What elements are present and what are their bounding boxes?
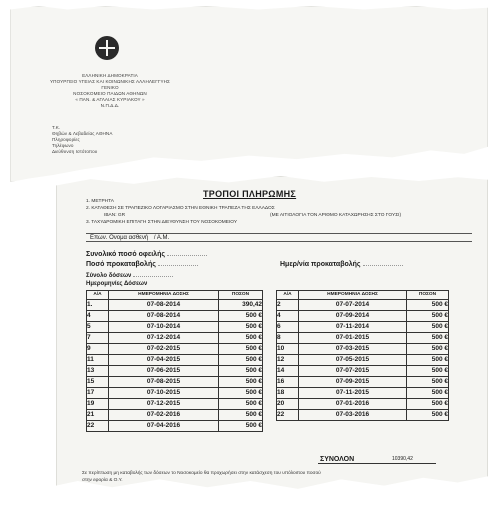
- installment-date: 07-10-2015: [109, 388, 219, 399]
- installment-date: 07-05-2015: [299, 355, 407, 366]
- installment-amount: 500 €: [407, 388, 449, 399]
- installments-table-left: [86, 290, 263, 432]
- installment-amount: 500 €: [407, 300, 449, 311]
- row-number: 22: [277, 410, 299, 421]
- installment-date: 07-02-2015: [109, 344, 219, 355]
- table-row: [277, 366, 449, 377]
- table-row: [87, 322, 263, 333]
- table-row: [87, 333, 263, 344]
- total-underline: [318, 463, 436, 464]
- installment-date: 07-03-2015: [299, 344, 407, 355]
- column-header-aa: Α/Α: [277, 291, 299, 300]
- row-number: 20: [277, 399, 299, 410]
- greek-crest-icon: [95, 36, 119, 60]
- installment-amount: 500 €: [219, 344, 263, 355]
- address-line: Θηβών & Λεβαδείας ΑΘΗΝΑ: [52, 131, 113, 136]
- installment-amount: 500 €: [219, 355, 263, 366]
- row-number: 12: [277, 355, 299, 366]
- payment-method-note: (ΜΕ ΑΙΤΙΟΛΟΓΙΑ ΤΟΝ ΑΡΙΘΜΟ ΚΑΤΑΧΩΡΗΣΗΣ ΣΤΟ ΓΟΥΣΙ): [270, 213, 402, 218]
- am-label: / Α.Μ.: [153, 235, 170, 241]
- row-number: 21: [87, 410, 109, 421]
- installment-amount: 500 €: [219, 311, 263, 322]
- installment-amount: 500 €: [407, 311, 449, 322]
- installment-amount: 500 €: [219, 421, 263, 432]
- row-number: 1.: [87, 300, 109, 311]
- row-number: 5: [87, 322, 109, 333]
- installment-amount: 500 €: [407, 322, 449, 333]
- installment-amount: 500 €: [219, 333, 263, 344]
- footnote-line: Σε περίπτωση μη καταβολής των δόσεων το Νοσοκομείο θα προχωρήσει στην κατάσχεση του υπόλοιπου ποσού: [82, 471, 321, 476]
- table-row: [277, 377, 449, 388]
- row-number: 17: [87, 388, 109, 399]
- installment-amount: 500 €: [219, 399, 263, 410]
- payment-method: 2. ΚΑΤΑΘΕΣΗ ΣΕ ΤΡΑΠΕΖΙΚΟ ΛΟΓΑΡΙΑΣΜΟ ΣΤΗΝ ΕΘΝΙΚΗ ΤΡΑΠΕΖΑ ΤΗΣ ΕΛΛΑΔΟΣ: [86, 206, 275, 211]
- installment-date: 07-08-2014: [109, 300, 219, 311]
- row-number: 6: [277, 322, 299, 333]
- table-header-row: [87, 291, 263, 300]
- installment-amount: 500 €: [219, 366, 263, 377]
- footnote-line: στην εφορία & Ο.Υ.: [82, 478, 123, 483]
- installment-amount: 500 €: [407, 366, 449, 377]
- row-number: 8: [277, 333, 299, 344]
- total-label: ΣΥΝΟΛΟΝ: [320, 456, 355, 463]
- row-number: 2: [277, 300, 299, 311]
- row-number: 22: [87, 421, 109, 432]
- row-number: 4: [277, 311, 299, 322]
- prepay-label: Ποσό προκαταβολής: [86, 260, 198, 268]
- installment-date: 07-10-2014: [109, 322, 219, 333]
- installment-date: 07-11-2015: [299, 388, 407, 399]
- installment-amount: 500 €: [219, 410, 263, 421]
- installment-date: 07-12-2015: [109, 399, 219, 410]
- column-header-aa: Α/Α: [87, 291, 109, 300]
- footnote: [82, 470, 321, 484]
- column-header-date: ΗΜΕΡΟΜΗΝΙΑ ΔΟΣΗΣ: [299, 291, 407, 300]
- row-number: 13: [87, 366, 109, 377]
- row-number: 10: [277, 344, 299, 355]
- letterhead-line: ΓΕΝΙΚΟ: [101, 85, 119, 90]
- table-row: [277, 410, 449, 421]
- table-row: [277, 388, 449, 399]
- letterhead-line: ΥΠΟΥΡΓΕΙΟ ΥΓΕΙΑΣ ΚΑΙ ΚΟΙΝΩΝΙΚΗΣ ΑΛΛΗΛΕΓΓΥΗΣ: [50, 79, 170, 84]
- row-number: 11: [87, 355, 109, 366]
- row-number: 9: [87, 344, 109, 355]
- table-row: [277, 399, 449, 410]
- installments-label: Σύνολο δόσεων: [86, 271, 173, 279]
- letterhead-line: « ΠΑΝ. & ΑΓΛΑΙΑΣ ΚΥΡΙΑΚΟΥ »: [75, 97, 145, 102]
- schedule-title: ΤΡΟΠΟΙ ΠΛΗΡΩΜΗΣ: [203, 189, 297, 199]
- row-number: 15: [87, 377, 109, 388]
- installment-amount: 500 €: [407, 344, 449, 355]
- installment-amount: 500 €: [407, 355, 449, 366]
- table-row: [87, 366, 263, 377]
- installment-date: 07-06-2015: [109, 366, 219, 377]
- row-number: 7: [87, 333, 109, 344]
- installment-amount: 500 €: [407, 377, 449, 388]
- table-row: [87, 377, 263, 388]
- installment-date: 07-08-2015: [109, 377, 219, 388]
- patient-label: Επων. Ονομα ασθενή: [90, 235, 149, 241]
- payment-method: 3. ΤΑΧΥΔΡΟΜΙΚΗ ΕΠΙΤΑΓΗ ΣΤΗΝ ΔΙΕΥΘΥΝΣΗ ΤΟΥ ΝΟΣΟΚΟΜΕΙΟΥ: [86, 220, 238, 225]
- table-row: [277, 322, 449, 333]
- installment-date: 07-04-2016: [109, 421, 219, 432]
- installment-date: 07-01-2016: [299, 399, 407, 410]
- address-line: Διεύθυνση Ιστότοπου: [52, 149, 98, 154]
- installment-date: 07-03-2016: [299, 410, 407, 421]
- installment-amount: 500 €: [407, 410, 449, 421]
- patient-row: [86, 233, 472, 242]
- table-row: [87, 300, 263, 311]
- row-number: 18: [277, 388, 299, 399]
- letterhead-line: ΕΛΛΗΝΙΚΗ ΔΗΜΟΚΡΑΤΙΑ: [82, 73, 138, 78]
- installment-date: 07-09-2014: [299, 311, 407, 322]
- address-line: Τηλέφωνο: [52, 143, 74, 148]
- table-row: [87, 344, 263, 355]
- installment-amount: 500 €: [219, 377, 263, 388]
- table-row: [277, 311, 449, 322]
- installment-date: 07-11-2014: [299, 322, 407, 333]
- iban-line: IBAN: GR: [104, 213, 126, 218]
- installment-amount: 500 €: [219, 388, 263, 399]
- installment-date: 07-02-2016: [109, 410, 219, 421]
- table-header-row: [277, 291, 449, 300]
- column-header-amount: ΠΟΣΟΝ: [219, 291, 263, 300]
- installment-amount: 500 €: [219, 322, 263, 333]
- address-line: Τ.Κ.: [52, 125, 61, 130]
- table-row: [277, 333, 449, 344]
- column-header-date: ΗΜΕΡΟΜΗΝΙΑ ΔΟΣΗΣ: [109, 291, 219, 300]
- address-line: Πληροφορίες: [52, 137, 80, 142]
- letterhead-line: ΝΟΣΟΚΟΜΕΙΟ ΠΑΙΔΩΝ ΑΘΗΝΩΝ: [73, 91, 147, 96]
- installment-dates-label: Ημερομηνίες Δόσεων: [86, 281, 148, 287]
- table-row: [87, 410, 263, 421]
- installment-date: 07-12-2014: [109, 333, 219, 344]
- total-due-label: Συνολικό ποσό οφειλής: [86, 250, 207, 258]
- table-row: [277, 300, 449, 311]
- payment-method: 1. ΜΕΤΡΗΤΑ: [86, 199, 114, 204]
- installment-amount: 390,42: [219, 300, 263, 311]
- installment-date: 07-04-2015: [109, 355, 219, 366]
- row-number: 19: [87, 399, 109, 410]
- installment-amount: 500 €: [407, 399, 449, 410]
- row-number: 16: [277, 377, 299, 388]
- installment-date: 07-07-2014: [299, 300, 407, 311]
- installment-date: 07-07-2015: [299, 366, 407, 377]
- column-header-amount: ΠΟΣΟΝ: [407, 291, 449, 300]
- table-row: [87, 421, 263, 432]
- total-value: 10390,42: [392, 456, 413, 462]
- row-number: 4: [87, 311, 109, 322]
- installment-amount: 500 €: [407, 333, 449, 344]
- letterhead-line: Ν.Π.Δ.Δ.: [100, 103, 120, 108]
- table-row: [87, 388, 263, 399]
- installment-date: 07-08-2014: [109, 311, 219, 322]
- table-row: [277, 344, 449, 355]
- table-row: [87, 399, 263, 410]
- table-row: [277, 355, 449, 366]
- table-row: [87, 355, 263, 366]
- installment-date: 07-01-2015: [299, 333, 407, 344]
- table-row: [87, 311, 263, 322]
- row-number: 14: [277, 366, 299, 377]
- prepay-date-label: Ημερ/νία προκαταβολής: [280, 260, 403, 268]
- installments-table-right: [276, 290, 449, 421]
- installment-date: 07-09-2015: [299, 377, 407, 388]
